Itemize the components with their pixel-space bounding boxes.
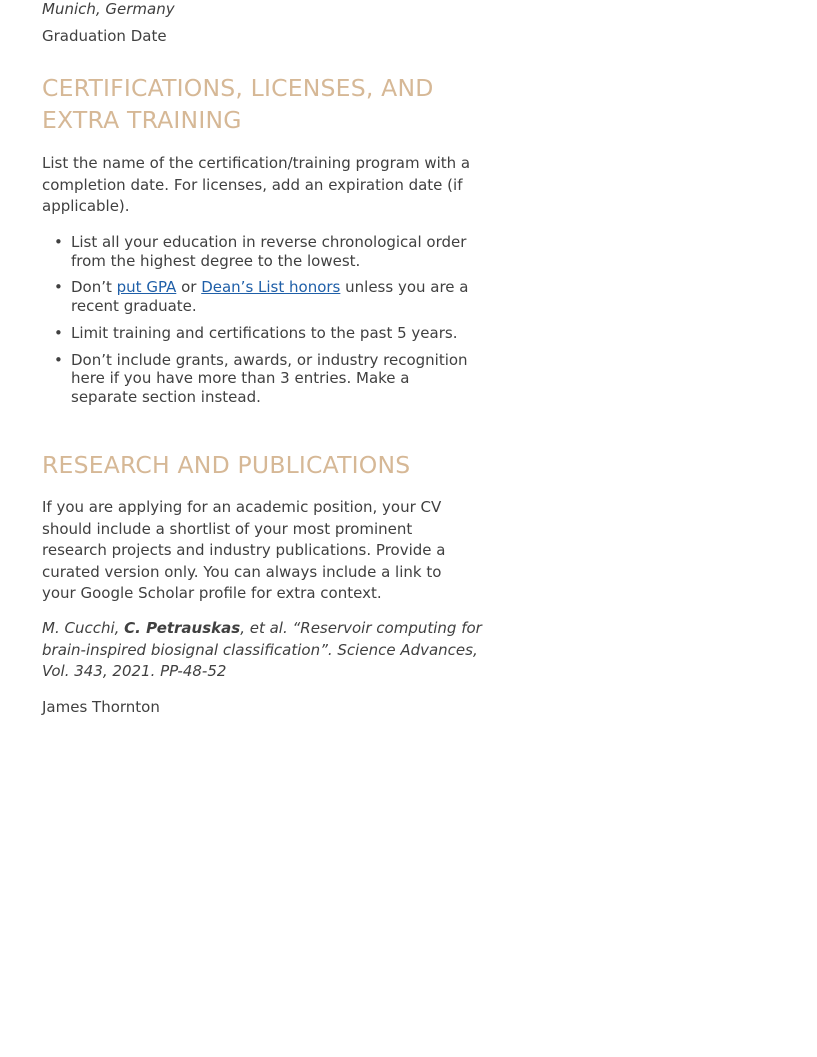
list-item xyxy=(42,278,472,315)
citation-rest: , et al. “Reservoir computing for brain-inspired biosignal classification”. Science Advances, Vol. 343, 2021. PP-48-52 xyxy=(42,619,482,680)
bullet-icon: • xyxy=(54,278,63,297)
list-item xyxy=(42,233,472,270)
certifications-heading: CERTIFICATIONS, LICENSES, AND EXTRA TRAINING xyxy=(42,74,434,134)
research-heading: RESEARCH AND PUBLICATIONS xyxy=(42,451,411,479)
tip-text-prefix: Don’t xyxy=(71,278,117,297)
tip-text-mid: or xyxy=(176,278,202,297)
bullet-icon: • xyxy=(54,323,63,342)
tip-text: Limit training and certifications to the past 5 years. xyxy=(71,323,458,342)
bullet-icon: • xyxy=(54,350,63,369)
put-gpa-link[interactable]: put GPA xyxy=(116,278,177,297)
deans-list-honors-link[interactable]: Dean’s List honors xyxy=(201,278,341,297)
publication-citation xyxy=(42,618,482,683)
tip-text: List all your education in reverse chronological order from the highest degree to the lowest. xyxy=(71,233,467,270)
citation-author: C. Petrauskas xyxy=(124,619,241,637)
footer-name: James Thornton xyxy=(42,698,160,716)
certifications-intro: List the name of the certification/training program with a completion date. For licenses, add an expiration date (if applicable). xyxy=(42,154,471,215)
list-item xyxy=(42,351,472,407)
tip-text: Don’t include grants, awards, or industry recognition here if you have more than 3 entries. Make a separate section instead. xyxy=(71,350,468,406)
bullet-icon: • xyxy=(54,233,63,251)
citation-prefix: M. Cucchi, xyxy=(42,619,125,637)
tip-text-suffix: unless you are a recent graduate. xyxy=(71,278,469,316)
certifications-tips-list xyxy=(42,233,472,407)
list-item xyxy=(42,324,472,343)
education-location: Munich, Germany xyxy=(42,0,175,18)
research-intro: If you are applying for an academic position, your CV should include a shortlist of your most prominent research projects and industry publications. Provide a curated version only. You can always include a link to your Google Scholar profile for extra context. xyxy=(42,498,446,602)
graduation-date: Graduation Date xyxy=(42,27,167,45)
